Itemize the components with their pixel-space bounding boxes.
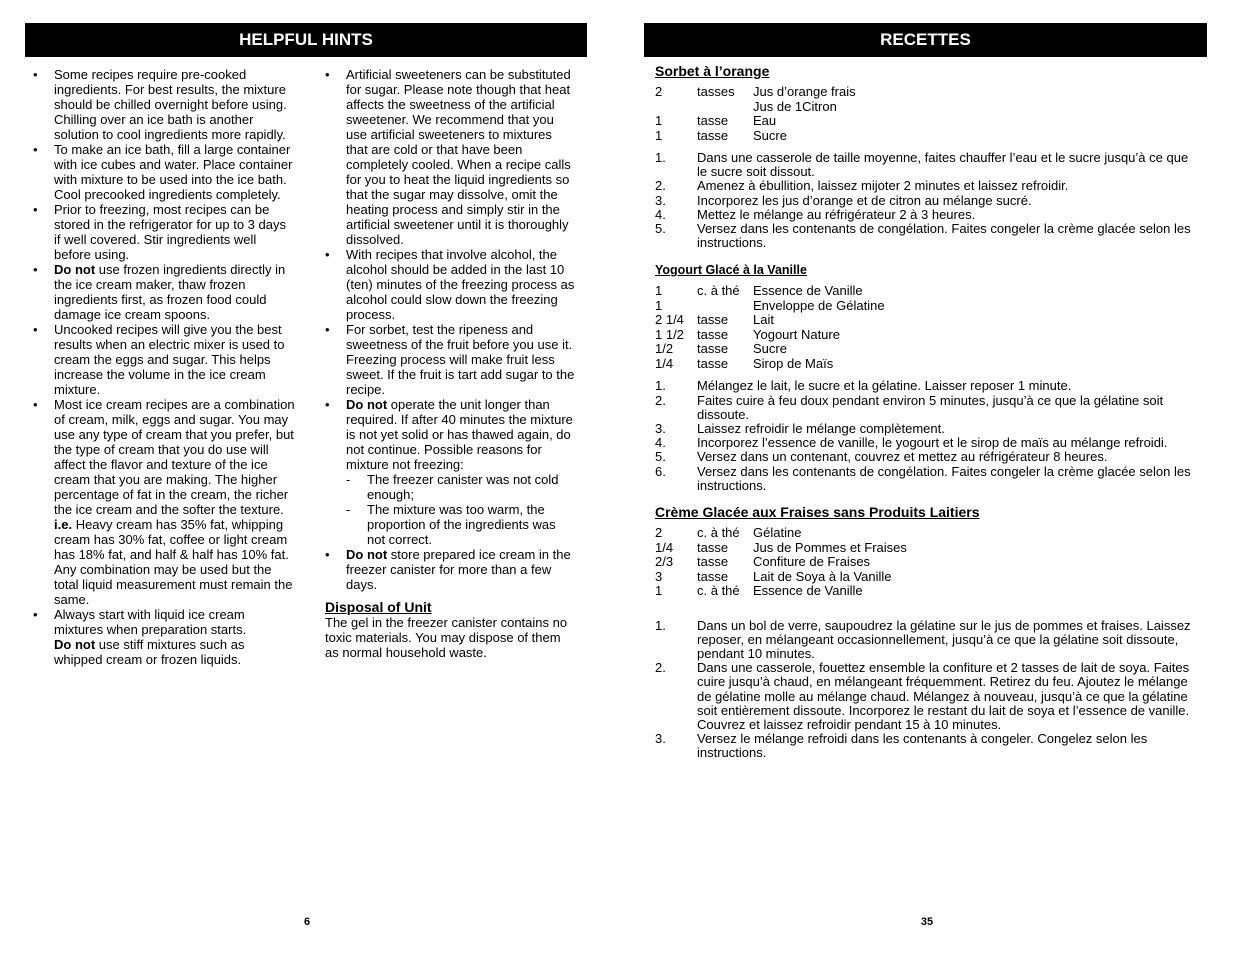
hint-item: • With recipes that involve alcohol, the alcohol should be added in the last 10 (ten) minutes of the freezing process as alcohol could slow down the freezing process. xyxy=(325,247,575,322)
helpful-hints-header: HELPFUL HINTS xyxy=(25,23,587,57)
ingredient-row: 2/3 tasse Confiture de Fraises xyxy=(655,554,871,570)
step-item: 4. Incorporez l’essence de vanille, le yogourt et le sirop de maïs au mélange refroidi. xyxy=(655,435,1168,451)
bullet-icon: • xyxy=(33,322,38,337)
bullet-icon: • xyxy=(325,547,330,562)
recipe-title: Yogourt Glacé à la Vanille xyxy=(655,263,807,278)
hint-item: • Most ice cream recipes are a combination of cream, milk, eggs and sugar. You may use any type of cream that you prefer, but the type of cream that you do use will affect the flavor and texture of the ice cream that you are making. The higher percentage of fat in the cream, the richer the ice cream and the softer the texture. i.e. Heavy cream has 35% fat, whipping cream has 30% fat, coffee or light cream has 18% fat, and half & half has 10% fat. Any combination may be used but the total liquid measurement must remain the same. xyxy=(33,397,295,607)
steps-list xyxy=(655,379,1195,493)
bullet-icon: • xyxy=(33,202,38,217)
left-page xyxy=(0,0,617,954)
ingredient-row: 1/2 tasse Sucre xyxy=(655,341,787,357)
steps-list xyxy=(655,619,1195,761)
disposal-title: Disposal of Unit xyxy=(325,599,432,615)
hints-column-2 xyxy=(325,67,575,660)
ingredients-table xyxy=(655,284,885,371)
freezing-reasons-list xyxy=(346,472,575,547)
step-item: 3. Incorporez les jus d’orange et de citron au mélange sucré. xyxy=(655,192,1032,208)
step-item: 4. Mettez le mélange au réfrigérateur 2 à 3 heures. xyxy=(655,206,976,222)
step-item: 3. Versez le mélange refroidi dans les contenants à congeler. Congelez selon les instructions. xyxy=(655,731,1148,761)
ingredient-row: 1 1/2 tasse Yogourt Nature xyxy=(655,326,840,342)
recettes-header: RECETTES xyxy=(644,23,1207,57)
reason-item: - The mixture was too warm, the proportion of the ingredients was not correct. xyxy=(346,502,556,547)
hint-item: • Always start with liquid ice cream mixtures when preparation starts. Do not use stiff mixtures such as whipped cream or frozen liquids. xyxy=(33,607,247,667)
bullet-icon: • xyxy=(33,262,38,277)
step-item: 5. Versez dans un contenant, couvrez et mettez au réfrigérateur 8 heures. xyxy=(655,449,1108,465)
hint-item: • Do not operate the unit longer than required. If after 40 minutes the mixture is not yet solid or has thawed again, do not continue. Possible reasons for mixture not freezing: - The freezer canister was not cold enough; - The mixture was too warm, the proportion of the ingredients was not correct. xyxy=(325,397,575,547)
step-item: 3. Laissez refroidir le mélange complètement. xyxy=(655,421,945,437)
bullet-icon: • xyxy=(33,142,38,157)
recipes-column xyxy=(655,64,1195,761)
step-item: 5. Versez dans les contenants de congélation. Faites congeler la crème glacée selon les instructions. xyxy=(655,221,1191,251)
step-item: 1. Mélangez le lait, le sucre et la gélatine. Laisser reposer 1 minute. xyxy=(655,378,1072,394)
ingredient-row: Jus de 1Citron xyxy=(753,98,837,114)
hints-column-1 xyxy=(33,67,296,667)
step-item: 6. Versez dans les contenants de congélation. Faites congeler la crème glacée selon les instructions. xyxy=(655,463,1191,493)
ingredient-row: 1 tasse Sucre xyxy=(655,127,787,143)
disposal-text: The gel in the freezer canister contains no toxic materials. You may dispose of them as normal household waste. xyxy=(325,615,568,660)
page-number-left: 6 xyxy=(303,916,311,928)
ingredient-row: 1 tasse Eau xyxy=(655,113,777,128)
hint-item: • Uncooked recipes will give you the best results when an electric mixer is used to cream the eggs and sugar. This helps increase the volume in the ice cream mixture. xyxy=(33,322,285,397)
reason-item: - The freezer canister was not cold enough; xyxy=(346,472,559,502)
hint-item: • For sorbet, test the ripeness and sweetness of the fruit before you use it. Freezing process will make fruit less sweet. If the fruit is tart add sugar to the recipe. xyxy=(325,322,575,397)
step-item: 1. Dans un bol de verre, saupoudrez la gélatine sur le jus de pommes et fraises. Laissez reposer, en mélangeant occasionnellement, jusqu’à ce que la gélatine soit dissoute, pendant 10 minutes. xyxy=(655,617,1191,661)
bullet-icon: • xyxy=(33,397,38,412)
ingredient-row: 1/4 tasse Sirop de Maïs xyxy=(655,355,834,371)
ingredients-table xyxy=(655,526,907,599)
bullet-icon: • xyxy=(325,397,330,412)
ingredient-row: 1 c. à thé Essence de Vanille xyxy=(655,583,863,599)
bullet-icon: • xyxy=(325,67,330,82)
bullet-icon: • xyxy=(33,67,38,82)
step-item: 2. Dans une casserole, fouettez ensemble la confiture et 2 tasses de lait de soya. Faites cuire jusqu’à chaud, en mélangeant fréquemment. Retirez du feu. Ajoutez le mélange de gélatine molle au mélange chaud. Mélangez à nouveau, jusqu’à ce que la gélatine soit entièrement dissoute. Incorporez le restant du lait de soya et l’essence de vanille. Couvrez et laissez refroidir pendant 15 à 10 minutes. xyxy=(655,660,1190,732)
step-item: 1. Dans une casserole de taille moyenne, faites chauffer l’eau et le sucre jusqu’à ce que le sucre soit dissout. xyxy=(655,150,1189,180)
hint-item: • To make an ice bath, fill a large container with ice cubes and water. Place container with mixture to be used into the ice bath. Cool precooked ingredients completely. xyxy=(33,142,293,202)
recipe-title: Crème Glacée aux Fraises sans Produits Laitiers xyxy=(655,504,980,521)
ingredient-row: 3 tasse Lait de Soya à la Vanille xyxy=(655,568,892,584)
ingredient-row: 1 Enveloppe de Gélatine xyxy=(655,297,885,313)
ingredient-row: 1/4 tasse Jus de Pommes et Fraises xyxy=(655,539,907,555)
bullet-icon: • xyxy=(325,247,330,262)
hint-item: • Some recipes require pre-cooked ingredients. For best results, the mixture should be chilled overnight before using. Chilling over an ice bath is another solution to cool ingredients more rapidly. xyxy=(33,67,287,142)
ingredient-row: 2 tasses Jus d’orange frais xyxy=(655,84,856,99)
hint-item: • Prior to freezing, most recipes can be stored in the refrigerator for up to 3 days if well covered. Stir ingredients well before using. xyxy=(33,202,286,262)
bullet-icon: • xyxy=(33,607,38,622)
dash-icon: - xyxy=(346,502,351,517)
bullet-icon: • xyxy=(325,322,330,337)
step-item: 2. Faites cuire à feu doux pendant environ 5 minutes, jusqu’à ce que la gélatine soit dissoute. xyxy=(655,392,1164,422)
step-item: 2. Amenez à ébullition, laissez mijoter 2 minutes et laissez refroidir. xyxy=(655,178,1069,194)
dash-icon: - xyxy=(346,472,351,487)
recipe-title: Sorbet à l’orange xyxy=(655,63,770,79)
page-number-right: 35 xyxy=(920,916,934,928)
steps-list xyxy=(655,151,1195,250)
hint-item: • Do not use frozen ingredients directly in the ice cream maker, thaw frozen ingredients first, as frozen food could damage ice cream spoons. xyxy=(33,262,286,322)
ingredients-table xyxy=(655,85,856,143)
ingredient-row: 1 c. à thé Essence de Vanille xyxy=(655,283,863,299)
ingredient-row: 2 c. à thé Gélatine xyxy=(655,525,802,541)
right-page xyxy=(617,0,1235,954)
hint-item: • Artificial sweeteners can be substituted for sugar. Please note though that heat affects the sweetness of the artificial sweetener. We recommend that you use artificial sweeteners to mixtures that are cold or that have been completely cooled. When a recipe calls for you to heat the liquid ingredients so that the sugar may dissolve, omit the heating process and simply stir in the artificial sweetener until it is thoroughly dissolved. xyxy=(325,67,571,247)
hint-item: • Do not store prepared ice cream in the freezer canister for more than a few days. xyxy=(325,547,571,592)
ingredient-row: 2 1/4 tasse Lait xyxy=(655,312,774,328)
